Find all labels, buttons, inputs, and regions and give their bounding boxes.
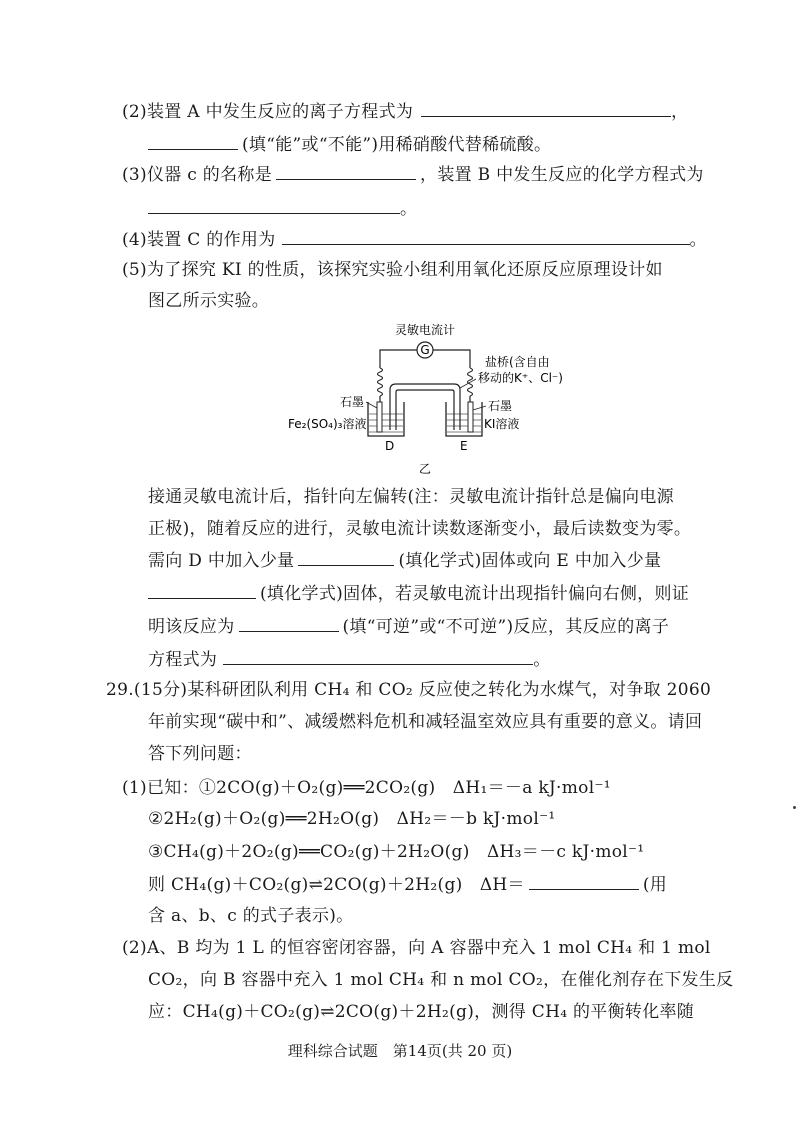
q29-line-1: 29.(15分)某科研团队利用 CH₄ 和 CO₂ 反应使之转化为水煤气，对争取 2060 [106, 680, 712, 700]
para-text-3a: 需向 D 中加入少量 [148, 551, 295, 571]
left-coil [378, 368, 383, 404]
beaker-e-label: E [460, 439, 468, 453]
q2-comma: ， [671, 102, 689, 122]
q4-period: 。 [689, 230, 707, 250]
right-wire [433, 350, 470, 368]
galvanometer-label: 灵敏电流计 [394, 323, 456, 337]
q2-answer-blank-2[interactable] [148, 133, 238, 150]
q2-line-1 [122, 100, 688, 123]
q29-p2-line-2: CO₂，向 B 容器中充入 1 mol CH₄ 和 n mol CO₂，在催化剂存在下发生反 [148, 970, 734, 990]
page-footer: 理科综合试题 第14页(共 20 页) [287, 1042, 513, 1060]
right-coil [468, 368, 473, 404]
q3-answer-blank-2[interactable] [148, 197, 400, 214]
para-text-5b: (填“可逆”或“不可逆”)反应，其反应的离子 [342, 617, 670, 637]
q29-p2-line-1: (2)A、B 均为 1 L 的恒容密闭容器，向 A 容器中充入 1 mol CH₄ 和 1 mol [122, 938, 711, 958]
reversible-blank[interactable] [239, 615, 339, 632]
q2-text: (2)装置 A 中发生反应的离子方程式为 [122, 102, 414, 122]
para-line-6 [148, 648, 551, 671]
para-line-3 [148, 549, 661, 572]
delta-h-blank[interactable] [529, 873, 639, 890]
solution-d-fill [369, 414, 403, 432]
solution-e-fill [447, 414, 481, 432]
e-additive-blank[interactable] [148, 582, 256, 599]
para-line-2: 正极)，随着反应的进行，灵敏电流计读数逐渐变小，最后读数变为零。 [148, 519, 692, 539]
q4-text: (4)装置 C 的作用为 [122, 230, 276, 250]
q29-p1-line-2: ②2H₂(g)＋O₂(g)══2H₂O(g) ΔH₂＝－b kJ·mol⁻¹ [148, 809, 556, 829]
graphite-left-label: 石墨 [340, 395, 365, 409]
graphite-electrode-right [468, 402, 473, 432]
para-line-4 [148, 582, 689, 605]
d-additive-blank[interactable] [298, 549, 394, 566]
q5-line-2: 图乙所示实验。 [148, 291, 270, 311]
q4-answer-blank[interactable] [282, 228, 690, 245]
q2-answer-blank-1[interactable] [421, 100, 671, 117]
left-wire [380, 350, 417, 368]
salt-bridge-outer [390, 384, 460, 430]
para-period: 。 [533, 650, 551, 670]
graphite-electrode-left [377, 402, 382, 432]
beaker-d [368, 402, 404, 436]
right-solution-label: KI溶液 [484, 417, 520, 431]
beaker-d-label: D [385, 439, 395, 453]
q29-p1-line-3: ③CH₄(g)＋2O₂(g)══CO₂(g)＋2H₂O(g) ΔH₃＝－c kJ·mol⁻¹ [148, 842, 645, 862]
beaker-e [446, 402, 482, 436]
q3-answer-blank-1[interactable] [276, 163, 416, 180]
q29-p1-text-4b: (用 [642, 875, 668, 895]
q29-line-3: 答下列问题： [148, 744, 252, 764]
para-text-6a: 方程式为 [148, 650, 218, 670]
q5-line-1: (5)为了探究 KI 的性质，该探究实验小组利用氧化还原反应原理设计如 [122, 260, 663, 280]
salt-bridge-label-1: 盐桥(含自由 [485, 355, 550, 369]
para-line-5 [148, 615, 669, 638]
salt-bridge-label-2: 移动的K⁺、Cl⁻) [478, 371, 563, 385]
salt-bridge-inner [396, 390, 454, 430]
q29-p2-line-3: 应：CH₄(g)＋CO₂(g)⇌2CO(g)＋2H₂(g)，测得 CH₄ 的平衡转化率随 [148, 1002, 695, 1022]
graphite-right-pointer [473, 406, 486, 410]
q29-p1-line-5: 含 a、b、c 的式子表示)。 [148, 906, 354, 926]
q4-line [122, 228, 707, 251]
q3-period: 。 [400, 199, 418, 219]
para-line-1: 接通灵敏电流计后，指针向左偏转(注：灵敏电流计指针总是偏向电源 [148, 487, 674, 507]
ionic-equation-blank[interactable] [223, 648, 533, 665]
graphite-right-label: 石墨 [488, 399, 513, 413]
salt-bridge-pointer [460, 379, 476, 388]
figure-caption: 乙 [418, 462, 432, 476]
left-solution-label: Fe₂(SO₄)₃溶液 [288, 417, 367, 431]
q3-text-2: ，装置 B 中发生反应的化学方程式为 [420, 165, 704, 185]
q2-text-2: (填“能”或“不能”)用稀硝酸代替稀硫酸。 [242, 135, 552, 155]
q29-p1-line-4 [148, 873, 667, 896]
q2-line-2 [148, 133, 551, 156]
q3-line-1 [122, 163, 704, 186]
para-text-5a: 明该反应为 [148, 617, 235, 637]
para-text-4: (填化学式)固体，若灵敏电流计出现指针偏向右侧，则证 [260, 584, 690, 604]
q29-p1-line-1: (1)已知：①2CO(g)＋O₂(g)══2CO₂(g) ΔH₁＝－a kJ·mol⁻¹ [122, 778, 611, 798]
scan-speck [793, 806, 796, 809]
q29-line-2: 年前实现“碳中和”、减缓燃料危机和减轻温室效应具有重要的意义。请回 [148, 712, 703, 732]
q29-p1-text-4a: 则 CH₄(g)＋CO₂(g)⇌2CO(g)＋2H₂(g) ΔH＝ [148, 875, 525, 895]
q3-text: (3)仪器 c 的名称是 [122, 165, 273, 185]
para-text-3b: (填化学式)固体或向 E 中加入少量 [398, 551, 662, 571]
q3-line-2 [148, 197, 417, 220]
electrochemical-cell-diagram [280, 318, 580, 478]
galvanometer-g-label: G [420, 343, 430, 357]
